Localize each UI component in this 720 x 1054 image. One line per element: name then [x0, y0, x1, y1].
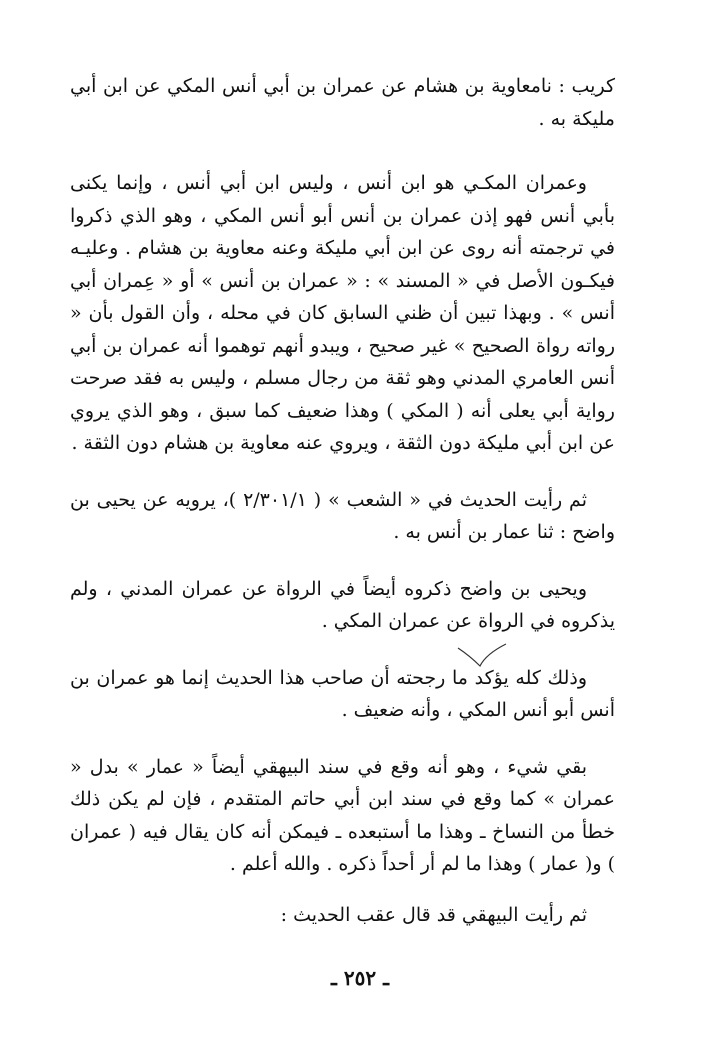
page-body: [70, 70, 615, 931]
paragraph-spacer: [70, 135, 615, 167]
handwritten-check-mark: [456, 642, 508, 672]
paragraph-6: بقي شيء ، وهو أنه وقع في سند البيهقي أيضاً « عمار » بدل « عمران » كما وقع في سند ابن أبي حاتم المتقدم ، فإن لم يكن ذلك خطأ من النساخ ـ وهذا ما أستبعده ـ فيمكن أنه كان يقال فيه ( عمران ) و( عمار ) وهذا ما لم أر أحداً ذكره . والله أعلم .: [70, 755, 615, 875]
paragraph-spacer: [70, 638, 615, 662]
paragraph-spacer: [70, 460, 615, 484]
paragraph-5: وذلك كله يؤكد ما رجحته أن صاحب هذا الحديث إنما هو عمران بن أنس أبو أنس المكي ، وأنه ضعيف .: [70, 666, 615, 721]
paragraph-4: ويحيى بن واضح ذكروه أيضاً في الرواة عن عمران المدني ، ولم يذكروه في الرواة عن عمران المكي .: [70, 577, 615, 632]
paragraph-7: ثم رأيت البيهقي قد قال عقب الحديث :: [280, 903, 587, 926]
paragraph-spacer: [70, 881, 615, 899]
paragraph-1: كريب : نامعاوية بن هشام عن عمران بن أبي أنس المكي عن ابن أبي مليكة به .: [70, 75, 615, 130]
paragraph-3: ثم رأيت الحديث في « الشعب » ( ٢/٣٠١/١ )، يرويه عن يحيى بن واضح : ثنا عمار بن أنس به .: [70, 488, 615, 543]
page-number: ـ ٢٥٢ ـ: [331, 966, 389, 990]
paragraph-2: وعمران المكـي هو ابن أنس ، وليس ابن أبي أنس ، وإنما يكنى بأبي أنس فهو إذن عمران بن أنس أبو أنس المكي ، وهو الذي ذكروا في ترجمته أنه روى عن ابن أبي مليكة وعنه معاوية بن هشام . وعليـه فيكـون الأصل في « المسند » : « عمران بن أنس » أو « عِمران أبي أنس » . وبهذا تبين أن ظني السابق كان في محله ، وأن القول بأن « رواته رواة الصحيح » غير صحيح ، ويبدو أنهم توهموا أنه عمران بن أبي أنس العامري المدني وهو ثقة من رجال مسلم ، وليس به فقد صرحت رواية أبي يعلى أنه ( المكي ) وهذا ضعيف كما سبق ، وهو الذي يروي عن ابن أبي مليكة دون الثقة ، ويروي عنه معاوية بن هشام دون الثقة .: [70, 172, 615, 454]
paragraph-spacer: [70, 549, 615, 573]
paragraph-spacer: [70, 727, 615, 751]
